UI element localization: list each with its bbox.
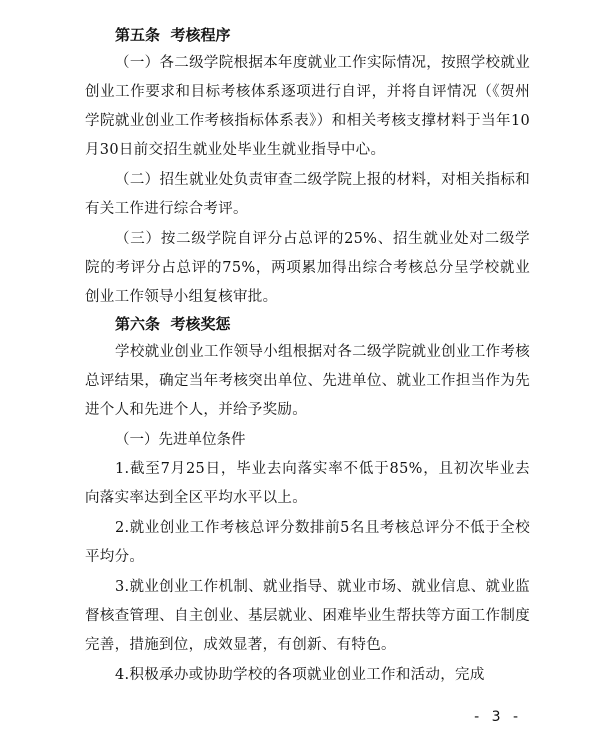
article-5-paragraph-3: （三）按二级学院自评分占总评的25%、招生就业处对二级学院的考评分占总评的75%，两项累加得出综合考核总分呈学校就业创业工作领导小组复核审批。 bbox=[85, 231, 530, 305]
article-5-heading: 第五条 考核程序 bbox=[115, 26, 231, 44]
document-body bbox=[85, 24, 530, 691]
article-5-paragraph-1: （一）各二级学院根据本年度就业工作实际情况，按照学校就业创业工作要求和目标考核体系逐项进行自评，并将自评情况（《贺州学院就业创业工作考核指标体系表》）和相关考核支撑材料于当年10月30日前交招生就业处毕业生就业指导中心。 bbox=[85, 55, 530, 158]
article-5-paragraph-2: （二）招生就业处负责审查二级学院上报的材料，对相关指标和有关工作进行综合考评。 bbox=[85, 172, 530, 217]
page-number: - 3 - bbox=[474, 709, 522, 725]
condition-item-4: 4.积极承办或协助学校的各项就业创业工作和活动，完成 bbox=[115, 667, 485, 683]
article-6-subheading: （一）先进单位条件 bbox=[115, 432, 246, 448]
article-6-paragraph-1: 学校就业创业工作领导小组根据对各二级学院就业创业工作考核总评结果，确定当年考核突出单位、先进单位、就业工作担当作为先进个人和先进个人，并给予奖励。 bbox=[85, 344, 530, 418]
condition-item-1: 1.截至7月25日，毕业去向落实率不低于85%，且初次毕业去向落实率达到全区平均水平以上。 bbox=[85, 461, 530, 506]
article-6-heading: 第六条 考核奖惩 bbox=[115, 315, 231, 333]
condition-item-3: 3.就业创业工作机制、就业指导、就业市场、就业信息、就业监督核查管理、自主创业、基层就业、困难毕业生帮扶等方面工作制度完善，措施到位，成效显著，有创新、有特色。 bbox=[85, 579, 530, 653]
condition-item-2: 2.就业创业工作考核总评分数排前5名且考核总评分不低于全校平均分。 bbox=[85, 520, 530, 565]
